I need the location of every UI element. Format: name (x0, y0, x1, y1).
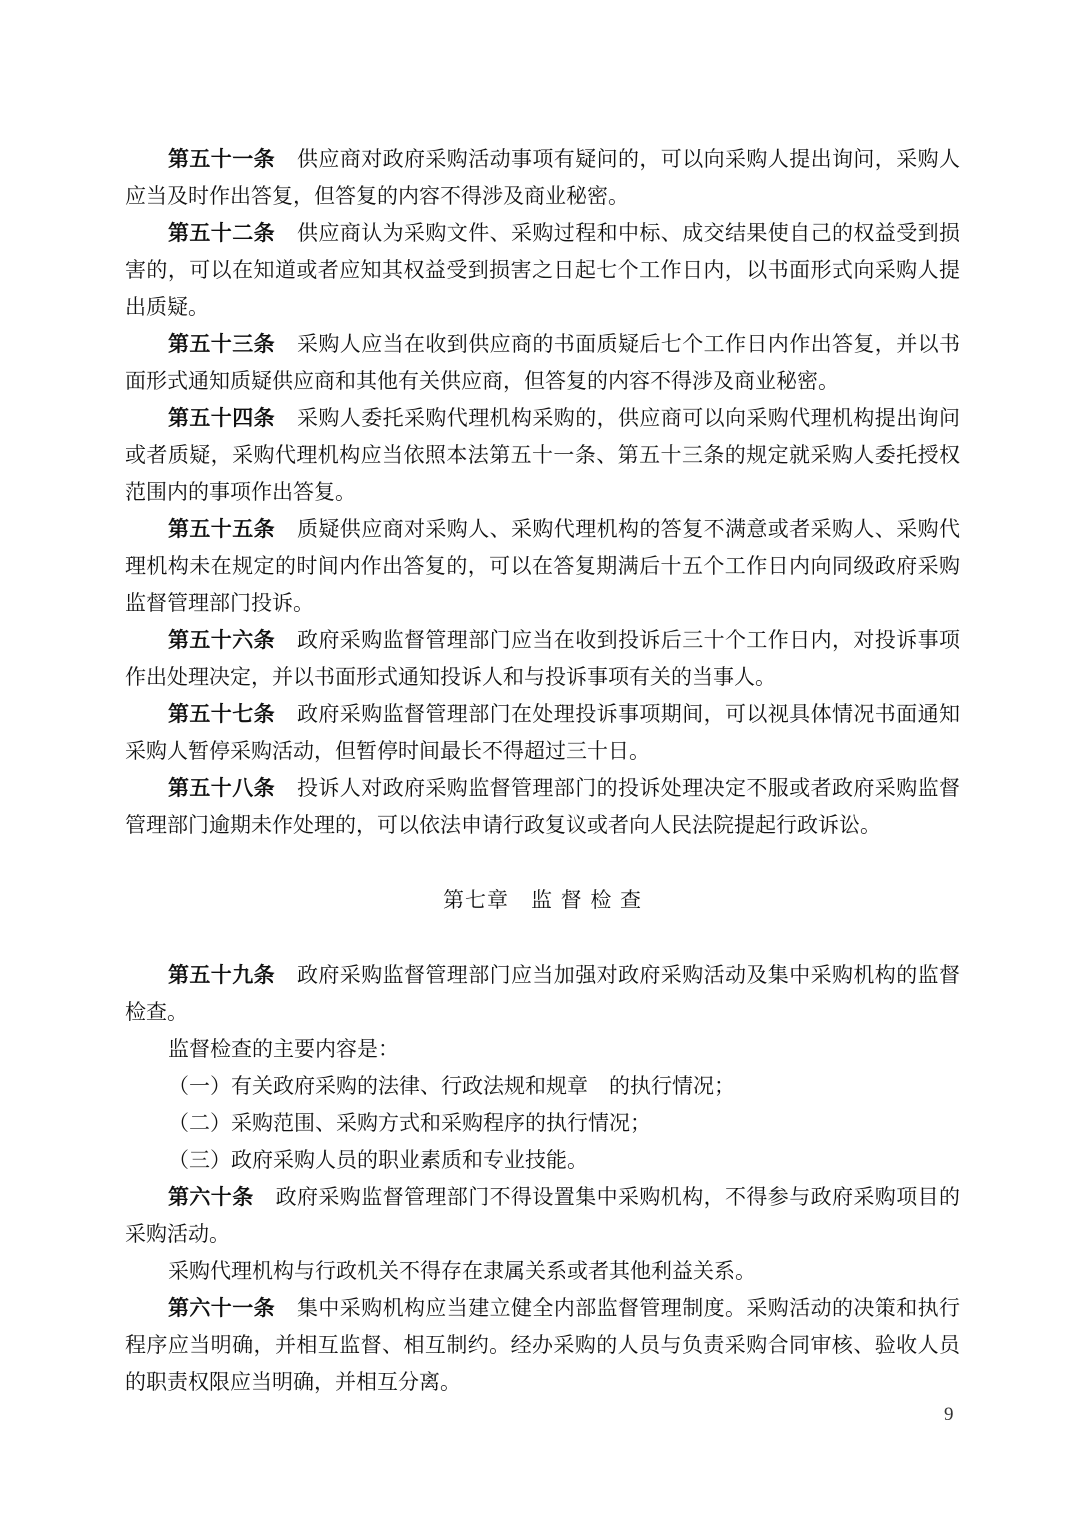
article-text: 供应商认为采购文件、采购过程和中标、成交结果使自己的权益受到损害的，可以在知道或者应知其权益受到损害之日起七个工作日内，以书面形式向采购人提出质疑。 (125, 221, 960, 319)
article-text: 政府采购监督管理部门应当在收到投诉后三十个工作日内，对投诉事项作出处理决定，并以书面形式通知投诉人和与投诉事项有关的当事人。 (125, 628, 960, 689)
article-54 (125, 400, 960, 511)
article-text: 投诉人对政府采购监督管理部门的投诉处理决定不服或者政府采购监督管理部门逾期未作处理的，可以依法申请行政复议或者向人民法院提起行政诉讼。 (125, 776, 960, 837)
document-page (125, 141, 960, 1401)
inspection-intro: 监督检查的主要内容是： (168, 1037, 399, 1061)
article-53 (125, 326, 960, 400)
article-52 (125, 215, 960, 326)
inspection-item-3: （三）政府采购人员的职业素质和专业技能。 (168, 1148, 588, 1172)
article-text: 采购人应当在收到供应商的书面质疑后七个工作日内作出答复，并以书面形式通知质疑供应商和其他有关供应商，但答复的内容不得涉及商业秘密。 (125, 332, 960, 393)
article-text: 政府采购监督管理部门在处理投诉事项期间，可以视具体情况书面通知采购人暂停采购活动，但暂停时间最长不得超过三十日。 (125, 702, 960, 763)
article-text: 政府采购监督管理部门应当加强对政府采购活动及集中采购机构的监督检查。 (125, 963, 960, 1024)
article-label: 第五十四条 (168, 406, 275, 430)
chapter-title: 监 督 检 查 (530, 888, 643, 912)
article-60 (125, 1179, 960, 1253)
article-text: 集中采购机构应当建立健全内部监督管理制度。采购活动的决策和执行程序应当明确，并相互监督、相互制约。经办采购的人员与负责采购合同审核、验收人员的职责权限应当明确，并相互分离。 (125, 1296, 960, 1394)
chapter-heading (125, 882, 960, 919)
article-61 (125, 1290, 960, 1401)
article-text: 政府采购监督管理部门不得设置集中采购机构，不得参与政府采购项目的采购活动。 (125, 1185, 961, 1246)
article-57 (125, 696, 960, 770)
article-text: 供应商对政府采购活动事项有疑问的，可以向采购人提出询问，采购人应当及时作出答复，但答复的内容不得涉及商业秘密。 (125, 147, 960, 208)
article-label: 第六十条 (168, 1185, 254, 1209)
article-label: 第五十三条 (168, 332, 275, 356)
article-label: 第五十六条 (168, 628, 275, 652)
article-label: 第五十二条 (168, 221, 275, 245)
article-text: 质疑供应商对采购人、采购代理机构的答复不满意或者采购人、采购代理机构未在规定的时间内作出答复的，可以在答复期满后十五个工作日内向同级政府采购监督管理部门投诉。 (125, 517, 960, 615)
article-51 (125, 141, 960, 215)
article-55 (125, 511, 960, 622)
article-label: 第五十五条 (168, 517, 275, 541)
inspection-item-1: （一）有关政府采购的法律、行政法规和规章 的执行情况； (168, 1074, 735, 1098)
article-label: 第五十一条 (168, 147, 275, 171)
article-label: 第五十九条 (168, 963, 275, 987)
article-56 (125, 622, 960, 696)
page-number: 9 (944, 1404, 954, 1425)
article-59 (125, 957, 960, 1031)
inspection-item-2: （二）采购范围、采购方式和采购程序的执行情况； (168, 1111, 651, 1135)
article-60-paragraph-2: 采购代理机构与行政机关不得存在隶属关系或者其他利益关系。 (168, 1259, 756, 1283)
article-label: 第五十七条 (168, 702, 275, 726)
article-label: 第五十八条 (168, 776, 275, 800)
chapter-number: 第七章 (442, 888, 509, 912)
article-label: 第六十一条 (168, 1296, 275, 1320)
article-text: 采购人委托采购代理机构采购的，供应商可以向采购代理机构提出询问或者质疑，采购代理机构应当依照本法第五十一条、第五十三条的规定就采购人委托授权范围内的事项作出答复。 (125, 406, 960, 504)
article-58 (125, 770, 960, 844)
